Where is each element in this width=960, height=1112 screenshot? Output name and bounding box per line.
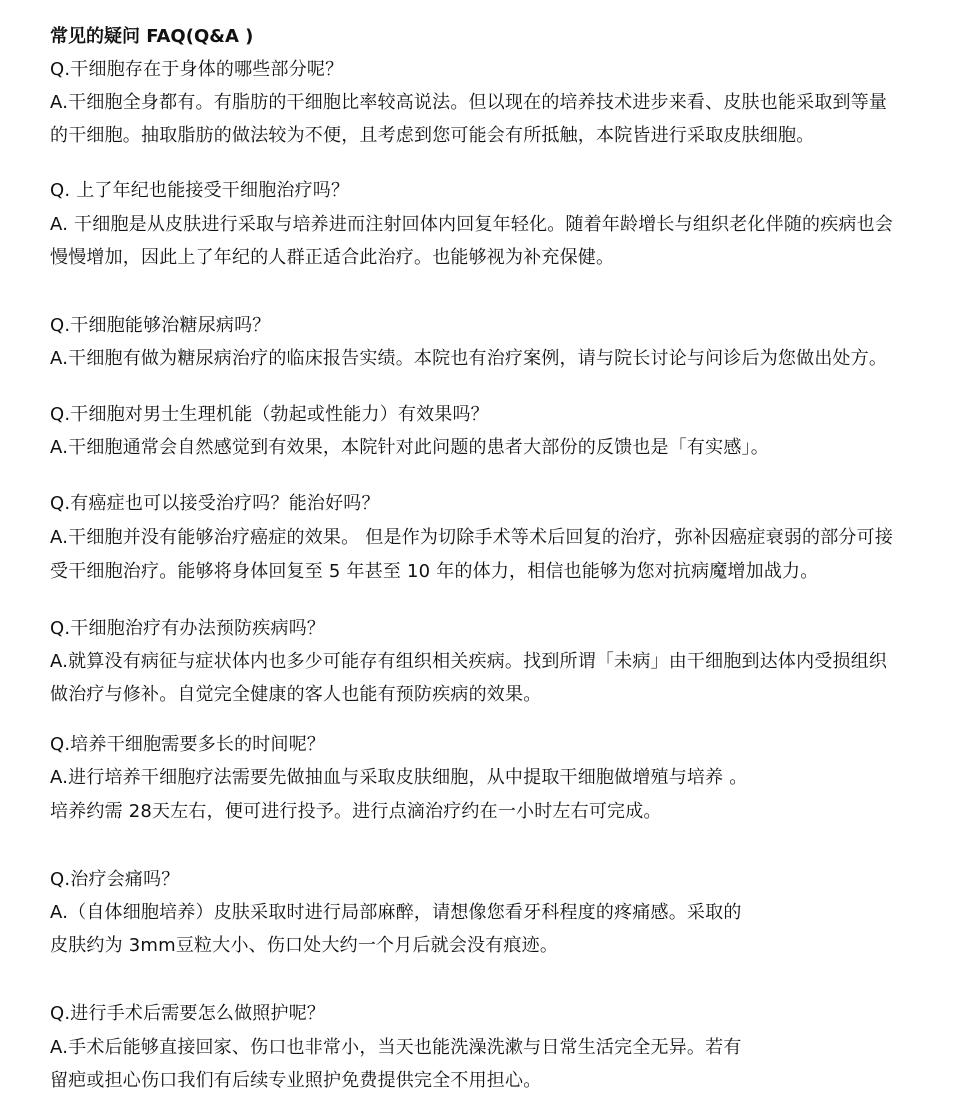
answer-line: A. 干细胞是从皮肤进行采取与培养进而注射回体内回复年轻化。随着年龄增长与组织老化伴随的疾病也会 xyxy=(50,214,894,235)
question: Q.干细胞存在于身体的哪些部分呢？ xyxy=(50,59,344,80)
question: Q.进行手术后需要怎么做照护呢？ xyxy=(50,1003,326,1024)
answer-line: 受干细胞治疗。能够将身体回复至 5 年甚至 10 年的体力，相信也能够为您对抗病魔增加战力。 xyxy=(50,561,819,582)
answer-line: 皮肤约为 3mm豆粒大小、伤口处大约一个月后就会没有痕迹。 xyxy=(50,935,559,956)
answer-line: 做治疗与修补。自觉完全健康的客人也能有预防疾病的效果。 xyxy=(50,684,542,705)
answer-line: A.干细胞有做为糖尿病治疗的临床报告实绩。本院也有治疗案例，请与院长讨论与问诊后为您做出处方。 xyxy=(50,348,888,369)
answer-line: A.（自体细胞培养）皮肤采取时进行局部麻醉，请想像您看牙科程度的疼痛感。采取的 xyxy=(50,902,742,923)
question: Q.治疗会痛吗？ xyxy=(50,869,180,890)
answer-line: A.干细胞并没有能够治疗癌症的效果。 但是作为切除手术等术后回复的治疗，弥补因癌症衰弱的部分可接 xyxy=(50,527,894,548)
answer-line: A.进行培养干细胞疗法需要先做抽血与采取皮肤细胞，从中提取干细胞做增殖与培养 。 xyxy=(50,767,748,788)
answer-line: A.干细胞全身都有。有脂肪的干细胞比率较高说法。但以现在的培养技术进步来看、皮肤也能采取到等量 xyxy=(50,92,888,113)
page-title: 常见的疑问 FAQ(Q&A ) xyxy=(50,26,254,47)
answer-line: A.手术后能够直接回家、伤口也非常小，当天也能洗澡洗漱与日常生活完全无异。若有 xyxy=(50,1037,742,1058)
question: Q.干细胞治疗有办法预防疾病吗？ xyxy=(50,618,326,639)
question: Q.培养干细胞需要多长的时间呢？ xyxy=(50,734,326,755)
answer-line: A.就算没有病征与症状体内也多少可能存有组织相关疾病。找到所谓「未病」由干细胞到达体内受损组织 xyxy=(50,651,888,672)
answer-line: 的干细胞。抽取脂肪的做法较为不便，且考虑到您可能会有所抵触，本院皆进行采取皮肤细胞。 xyxy=(50,125,815,146)
answer-line: 留疤或担心伤口我们有后续专业照护免费提供完全不用担心。 xyxy=(50,1070,542,1091)
answer-line: A.干细胞通常会自然感觉到有效果，本院针对此问题的患者大部份的反馈也是「有实感」。 xyxy=(50,437,769,458)
answer-line: 培养约需 28天左右，便可进行投予。进行点滴治疗约在一小时左右可完成。 xyxy=(50,801,662,822)
question: Q.有癌症也可以接受治疗吗？能治好吗？ xyxy=(50,493,380,514)
question: Q.干细胞能够治糖尿病吗？ xyxy=(50,315,271,336)
answer-line: 慢慢增加，因此上了年纪的人群正适合此治疗。也能够视为补充保健。 xyxy=(50,247,615,268)
question: Q. 上了年纪也能接受干细胞治疗吗？ xyxy=(50,180,350,201)
question: Q.干细胞对男士生理机能（勃起或性能力）有效果吗？ xyxy=(50,404,489,425)
